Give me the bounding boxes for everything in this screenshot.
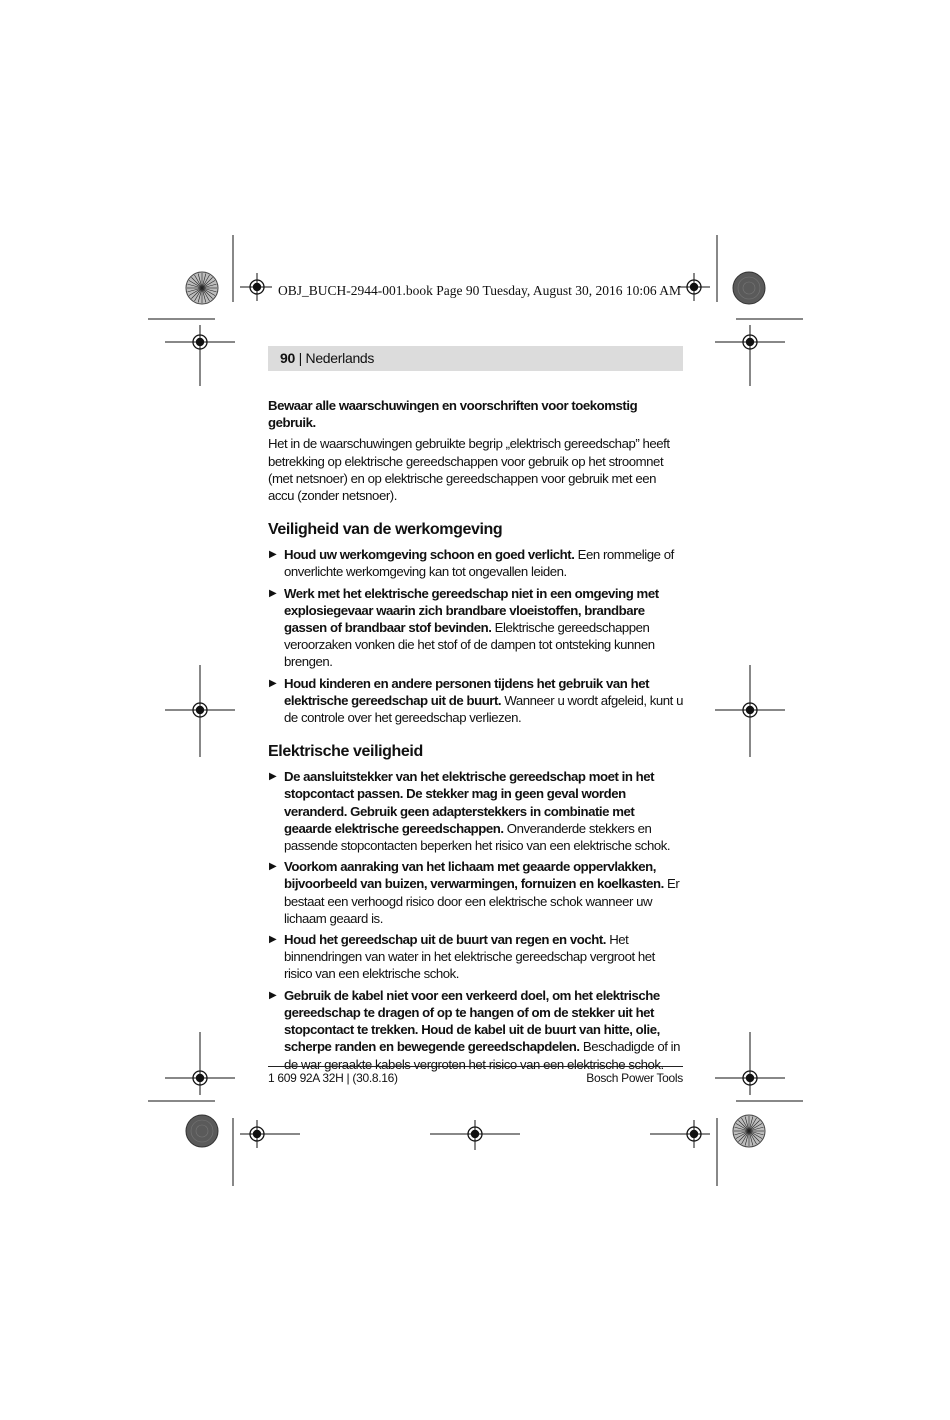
bullet-arrow-icon: ▶: [269, 587, 277, 599]
section-work-area: [268, 520, 683, 726]
list-item: ▶ Gebruik de kabel niet voor een verkeerd doel, om het elektrische gereedschap te dragen of op te hangen of om de stekker uit het stopcontact te trekken. Houd de kabel uit de buurt van hitte, olie, scherpe randen en bewegende gereedschapdelen. Beschadigde of in de war geraakte kabels vergroten het risico van een elektrische schok.: [269, 987, 681, 1072]
bullet-arrow-icon: ▶: [269, 861, 277, 873]
bullet-arrow-icon: ▶: [269, 989, 277, 1001]
intro-bold: Bewaar alle waarschuwingen en voorschriften voor toekomstig gebruik.: [268, 398, 638, 431]
slug-line: OBJ_BUCH-2944-001.book Page 90 Tuesday, August 30, 2016 10:06 AM: [278, 283, 682, 298]
page-footer: [268, 1066, 683, 1085]
header-language: Nederlands: [305, 350, 375, 366]
section-heading: Elektrische veiligheid: [268, 743, 423, 761]
footer-brand: Bosch Power Tools: [586, 1071, 683, 1085]
bullet-arrow-icon: ▶: [269, 934, 277, 946]
main-content: [268, 397, 683, 1077]
bullet-arrow-icon: ▶: [269, 549, 277, 561]
color-wheel-icon: [186, 1115, 218, 1147]
list-item: ▶ Voorkom aanraking van het lichaam met geaarde oppervlakken, bijvoorbeeld van buizen, verwarmingen, fornuizen en koelkasten. Er bestaat een verhoogd risico door een elektrische schok wanneer uw lichaam geaard is.: [269, 859, 680, 926]
intro-paragraph: Het in de waarschuwingen gebruikte begrip „elektrisch gereedschap” heeft betrekking op elektrische gereedschappen voor gebruik op het stroomnet (met netsnoer) en op elektrische gereedschappen voor gebruik met een accu (zonder netsnoer).: [268, 436, 670, 504]
section-heading: Veiligheid van de werkomgeving: [268, 521, 503, 539]
bullet-list: [268, 768, 683, 1072]
section-electrical-safety: [268, 742, 683, 1072]
list-item: ▶ De aansluitstekker van het elektrische gereedschap moet in het stopcontact passen. De stekker mag in geen geval worden veranderd. Gebruik geen adapterstekkers in combinatie met geaarde elektrische gereedschappen. Onveranderde stekkers en passende stopcontacten beperken het risico van een elektrische schok.: [269, 769, 671, 854]
bullet-arrow-icon: ▶: [269, 677, 277, 689]
page-header: [268, 346, 683, 371]
color-wheel-icon: [733, 272, 765, 304]
footer-doc-code: 1 609 92A 32H | (30.8.16): [268, 1071, 398, 1085]
bullet-list: [268, 546, 683, 726]
list-item: ▶ Houd kinderen en andere personen tijdens het gebruik van het elektrische gereedschap uit de buurt. Wanneer u wordt afgeleid, kunt u de controle over het gereedschap verliezen.: [269, 675, 683, 726]
color-wheel-icon: [186, 272, 218, 304]
bullet-arrow-icon: ▶: [269, 771, 277, 783]
list-item: ▶ Werk met het elektrische gereedschap niet in een omgeving met explosiegevaar waarin zich brandbare vloeistoffen, brandbare gassen of brandbaar stof bevinden. Elektrische gereedschappen veroorzaken vonken die het stof of de dampen tot ontsteking kunnen brengen.: [269, 585, 659, 670]
list-item: ▶ Houd het gereedschap uit de buurt van regen en vocht. Het binnendringen van water in het elektrische gereedschap vergroot het risico van een elektrische schok.: [269, 932, 655, 982]
color-wheel-icon: [733, 1115, 765, 1147]
list-item: ▶ Houd uw werkomgeving schoon en goed verlicht. Een rommelige of onverlichte werkomgeving kan tot ongevallen leiden.: [269, 547, 674, 580]
page-number: 90: [280, 350, 295, 366]
header-separator: |: [294, 350, 306, 366]
